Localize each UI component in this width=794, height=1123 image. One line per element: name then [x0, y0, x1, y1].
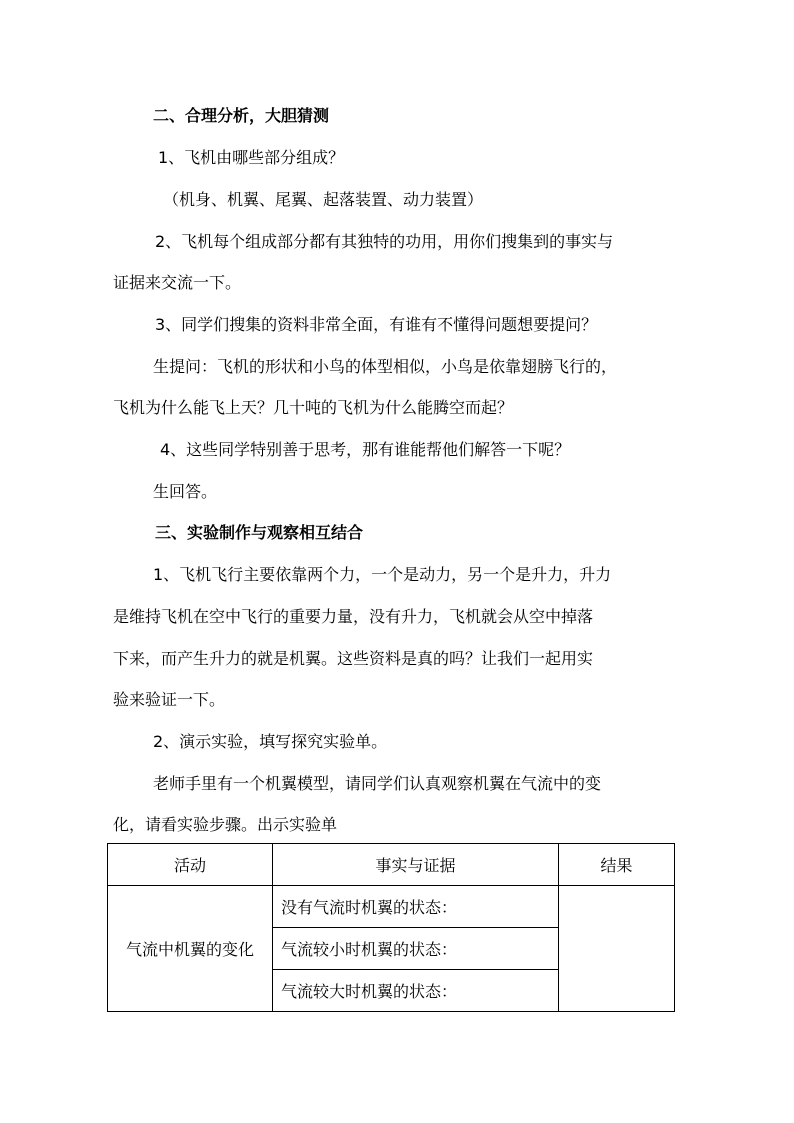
question-3: 3、同学们搜集的资料非常全面，有谁有不懂得问题想要提问？	[155, 315, 598, 334]
paragraph-3-line-2: 化，请看实验步骤。出示实验单	[113, 815, 338, 834]
evidence-cell-no-airflow: 没有气流时机翼的状态：	[273, 886, 559, 928]
student-answer: 生回答。	[153, 482, 218, 501]
activity-cell: 气流中机翼的变化	[108, 886, 273, 1012]
table-header-row	[108, 844, 675, 886]
student-question-line-2: 飞机为什么能飞上天？几十吨的飞机为什么能腾空而起？	[113, 398, 514, 417]
paragraph-1-line-1: 1、飞机飞行主要依靠两个力，一个是动力，另一个是升力，升力	[153, 565, 612, 584]
header-result: 结果	[559, 844, 675, 886]
paragraph-1-line-4: 验来验证一下。	[113, 690, 226, 709]
paragraph-1-line-2: 是维持飞机在空中飞行的重要力量，没有升力，飞机就会从空中掉落	[113, 607, 594, 626]
section-2-heading: 二、合理分析，大胆猜测	[153, 106, 330, 125]
paragraph-3-line-1: 老师手里有一个机翼模型，请同学们认真观察机翼在气流中的变	[153, 774, 602, 793]
answer-1: （机身、机翼、尾翼、起落装置、动力装置）	[163, 190, 484, 209]
experiment-table	[107, 843, 675, 1012]
paragraph-2: 2、演示实验，填写探究实验单。	[153, 732, 388, 751]
question-2-line-1: 2、飞机每个组成部分都有其独特的功用，用你们搜集到的事实与	[155, 232, 614, 251]
table-row	[108, 886, 675, 928]
evidence-cell-large-airflow: 气流较大时机翼的状态：	[273, 970, 559, 1012]
question-4: 4、这些同学特别善于思考，那有谁能帮他们解答一下呢？	[160, 440, 571, 459]
header-facts-evidence: 事实与证据	[273, 844, 559, 886]
section-3-heading: 三、实验制作与观察相互结合	[155, 523, 364, 542]
question-2-line-2: 证据来交流一下。	[113, 273, 242, 292]
result-cell[interactable]	[559, 886, 675, 1012]
paragraph-1-line-3: 下来，而产生升力的就是机翼。这些资料是真的吗？让我们一起用实	[113, 649, 594, 668]
header-activity: 活动	[108, 844, 273, 886]
student-question-line-1: 生提问：飞机的形状和小鸟的体型相似，小鸟是依靠翅膀飞行的，	[153, 357, 618, 376]
question-1: 1、飞机由哪些部分组成？	[158, 148, 345, 167]
evidence-cell-small-airflow: 气流较小时机翼的状态：	[273, 928, 559, 970]
